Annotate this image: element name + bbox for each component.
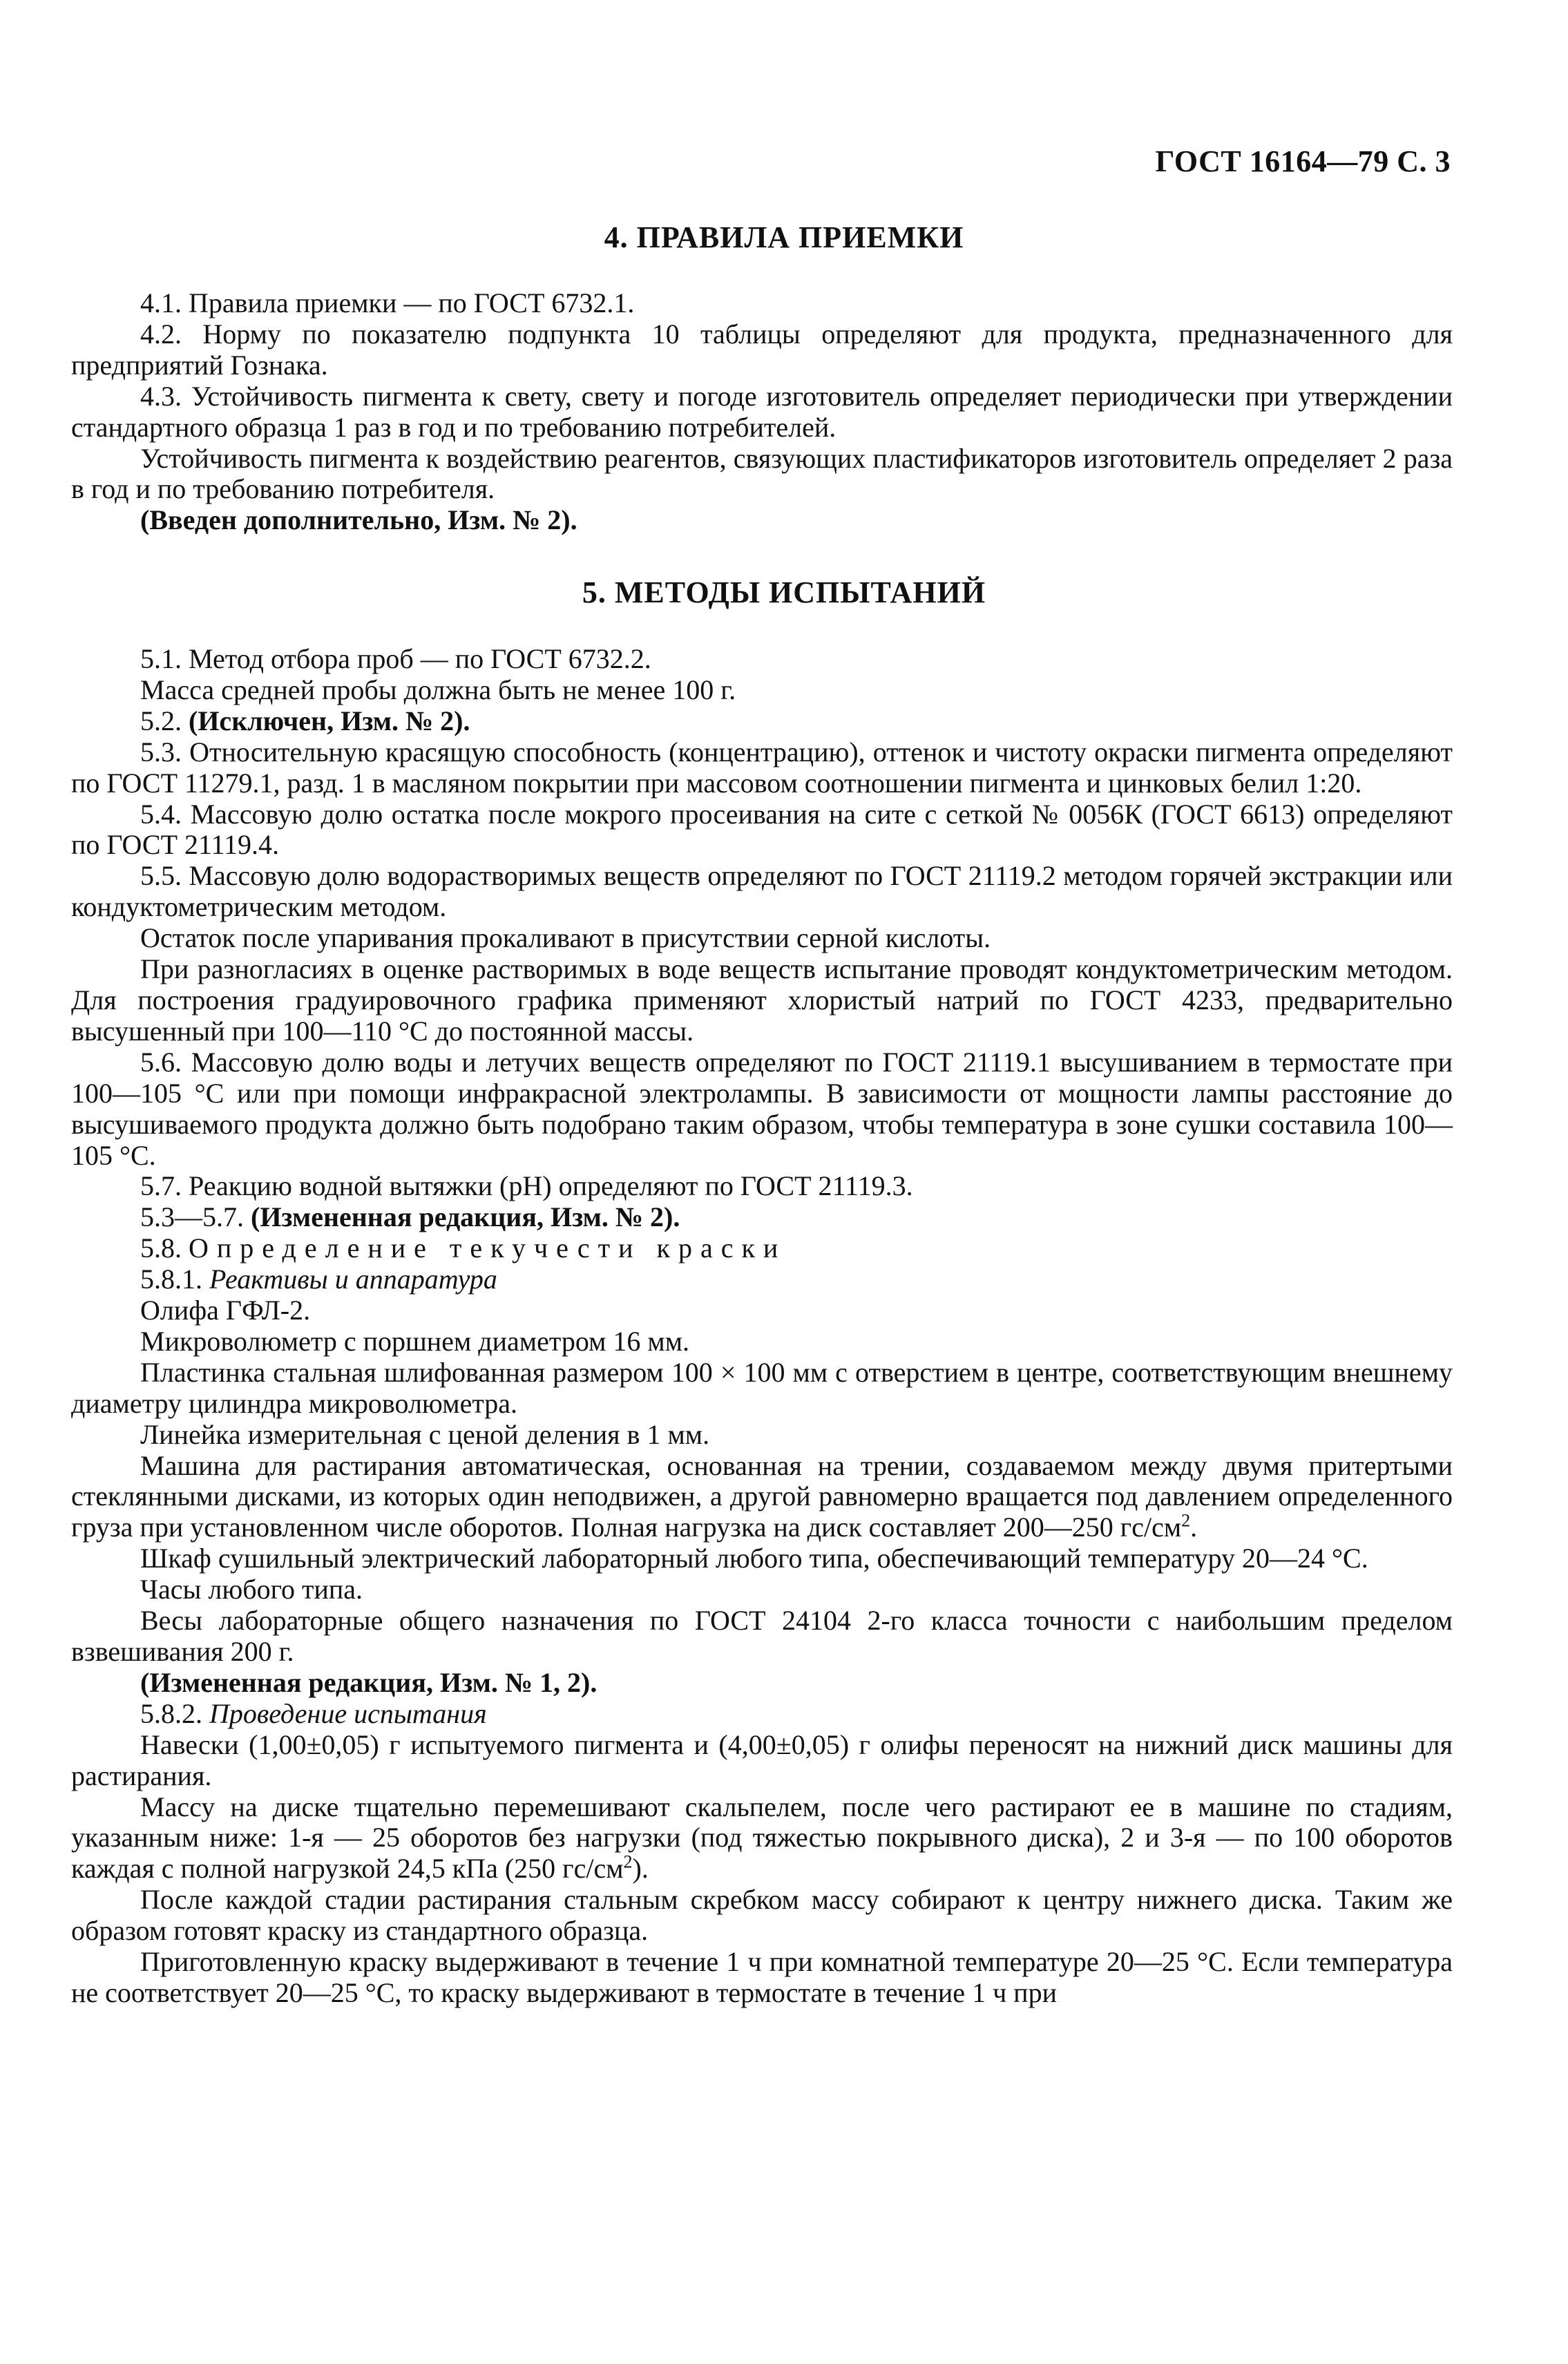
- paragraph-5-1-mass: Масса средней пробы должна быть не менее 100 г.: [140, 674, 736, 705]
- paragraph-5-8-1-number: 5.8.1.: [140, 1264, 202, 1295]
- paragraph-5-8-1: [71, 1264, 1453, 1295]
- paragraph-4-3: 4.3. Устойчивость пигмента к свету, свету и погоде изготовитель определяет периодически при утверждении стандартного образца 1 раз в год и по требованию потребителей.: [71, 380, 1453, 443]
- item-scales: Весы лабораторные общего назначения по ГОСТ 24104 2-го класса точности с наибольшим пределом взвешивания 200 г.: [71, 1605, 1453, 1667]
- paragraph-4-2: 4.2. Норму по показателю подпункта 10 таблицы определяют для продукта, предназначенного для предприятий Гознака.: [71, 318, 1453, 381]
- paragraph-5-8-1-title: Реактивы и аппаратура: [209, 1264, 497, 1295]
- item-steel-plate: Пластинка стальная шлифованная размером 100 × 100 мм с отверстием в центре, соответствующим внешнему диаметру цилиндра микроволюметра.: [71, 1356, 1453, 1419]
- paragraph-mixing-text: Массу на диске тщательно перемешивают скальпелем, после чего растирают ее в машине по стадиям, указанным ниже: 1-я — 25 оборотов без нагрузки (под тяжестью покрывного диска), 2 и 3-я — по 100 оборотов каждая с полной нагрузкой 24,5 кПа (250 гс/см: [71, 1791, 1453, 1885]
- item-ruler: Линейка измерительная с ценой деления в 1 мм.: [140, 1418, 710, 1450]
- paragraph-5-7: 5.7. Реакцию водной вытяжки (pH) определяют по ГОСТ 21119.3.: [140, 1170, 913, 1202]
- paragraph-mixing-end: ).: [632, 1853, 649, 1885]
- page-header: ГОСТ 16164—79 С. 3: [1155, 144, 1451, 178]
- item-clock: Часы любого типа.: [140, 1574, 363, 1605]
- paragraph-mixing-sup: 2: [623, 1852, 633, 1873]
- paragraph-5-8: [71, 1233, 1453, 1264]
- paragraph-5-8-2-number: 5.8.2.: [140, 1697, 202, 1729]
- amendment-note: (Введен дополнительно, Изм. № 2).: [140, 504, 577, 536]
- paragraph-5-5: 5.5. Массовую долю водорастворимых веществ определяют по ГОСТ 21119.2 методом горячей экстракции или кондуктометрическим методом.: [71, 860, 1453, 923]
- paragraph-5-8-2: [71, 1699, 1453, 1730]
- section-5-body: [71, 644, 1453, 2009]
- paragraph-5-1: 5.1. Метод отбора проб — по ГОСТ 6732.2.: [140, 643, 651, 674]
- paragraph-collecting: После каждой стадии растирания стальным скребком массу собирают к центру нижнего диска. Таким же образом готовят краску из стандартного образца.: [71, 1884, 1453, 1947]
- item-grinding-machine: [71, 1451, 1453, 1544]
- paragraph-5-8-title: Определение текучести краски: [189, 1232, 787, 1264]
- amendment-note-1-2: (Измененная редакция, Изм. № 1, 2).: [140, 1666, 597, 1698]
- section-4-title: 4. ПРАВИЛА ПРИЕМКИ: [604, 220, 964, 254]
- item-microvolumeter: Микроволюметр с поршнем диаметром 16 мм.: [140, 1325, 689, 1357]
- paragraph-5-5-residue: Остаток после упаривания прокаливают в присутствии серной кислоты.: [140, 922, 991, 954]
- paragraph-holding: Приготовленную краску выдерживают в течение 1 ч при комнатной температуре 20—25 °С. Если температура не соответствует 20—25 °С, то краску выдерживают в термостате в течение 1 ч при: [71, 1946, 1453, 2008]
- paragraph-5-3-5-7-number: 5.3—5.7.: [140, 1201, 244, 1233]
- paragraph-5-3: 5.3. Относительную красящую способность (концентрацию), оттенок и чистоту окраски пигмента определяют по ГОСТ 11279.1, разд. 1 в масляном покрытии при массовом соотношении пигмента и цинковых белил 1:20.: [71, 736, 1453, 799]
- paragraph-5-4: 5.4. Массовую долю остатка после мокрого просеивания на сите с сеткой № 0056К (ГОСТ 6613) определяют по ГОСТ 21119.4.: [71, 798, 1453, 861]
- paragraph-5-2: [71, 706, 1453, 737]
- item-grinding-machine-end: .: [1190, 1512, 1198, 1543]
- section-4-body: [71, 288, 1453, 536]
- paragraph-5-6: 5.6. Массовую долю воды и летучих веществ определяют по ГОСТ 21119.1 высушиванием в термостате при 100—105 °С или при помощи инфракрасной электролампы. В зависимости от мощности лампы расстояние до высушиваемого продукта должно быть подобрано таким образом, чтобы температура в зоне сушки составила 100—105 °С.: [71, 1046, 1453, 1171]
- paragraph-5-3-5-7-note: (Измененная редакция, Изм. № 2).: [251, 1201, 680, 1233]
- item-drying-oven: Шкаф сушильный электрический лабораторный любого типа, обеспечивающий температуру 20—24 °С.: [140, 1543, 1368, 1574]
- paragraph-5-2-number: 5.2.: [140, 705, 182, 736]
- paragraph-5-2-note: (Исключен, Изм. № 2).: [189, 705, 470, 736]
- paragraph-weighing: Навески (1,00±0,05) г испытуемого пигмента и (4,00±0,05) г олифы переносят на нижний диск машины для растирания.: [71, 1728, 1453, 1791]
- item-grinding-machine-sup: 2: [1181, 1511, 1191, 1532]
- item-olifa: Олифа ГФЛ-2.: [140, 1295, 311, 1326]
- item-grinding-machine-text: Машина для растирания автоматическая, основанная на трении, создаваемом между двумя притертыми стеклянными дисками, из которых один неподвижен, а другой равномерно вращается под давлением определенного груза при установленном числе оборотов. Полная нагрузка на диск составляет 200—250 гс/см: [71, 1449, 1453, 1543]
- paragraph-mixing: [71, 1792, 1453, 1885]
- paragraph-5-8-number: 5.8.: [140, 1232, 182, 1264]
- paragraph-4-3-continued: Устойчивость пигмента к воздействию реагентов, связующих пластификаторов изготовитель определяет 2 раза в год и по требованию потребителя.: [71, 442, 1453, 505]
- paragraph-5-8-2-title: Проведение испытания: [209, 1697, 487, 1729]
- paragraph-4-1: 4.1. Правила приемки — по ГОСТ 6732.1.: [140, 287, 635, 318]
- paragraph-5-5-disputes: При разногласиях в оценке растворимых в воде веществ испытание проводят кондуктометрическим методом. Для построения градуировочного графика применяют хлористый натрий по ГОСТ 4233, предварительно высушенный при 100—110 °С до постоянной массы.: [71, 953, 1453, 1047]
- paragraph-5-3-5-7: [71, 1202, 1453, 1233]
- section-5-title: 5. МЕТОДЫ ИСПЫТАНИЙ: [582, 575, 986, 609]
